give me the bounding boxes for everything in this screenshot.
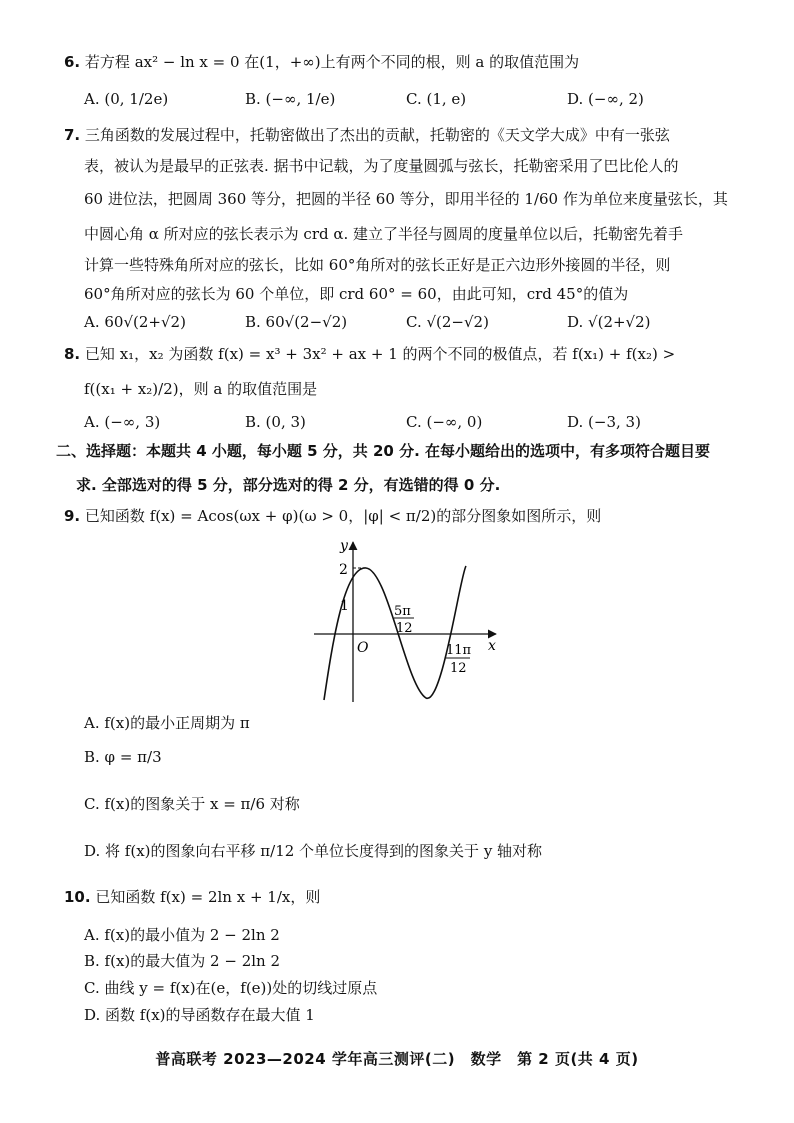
question-7-line-5: 计算一些特殊角所对应的弦长，比如 60°角所对的弦长正好是正六边形外接圆的半径，则 bbox=[84, 256, 671, 274]
question-8-options bbox=[84, 413, 754, 431]
option-a: A. 60√(2+√2) bbox=[84, 313, 186, 331]
question-10-option-d: D. 函数 f(x)的导函数存在最大值 1 bbox=[84, 1006, 315, 1024]
option-c: C. (1, e) bbox=[406, 90, 467, 108]
page-footer: 普高联考 2023—2024 学年高三测评(二) 数学 第 2 页(共 4 页) bbox=[155, 1050, 639, 1068]
question-number: 8. bbox=[64, 345, 81, 363]
x-tick-11pi-12-den: 12 bbox=[450, 661, 467, 676]
question-7-line-2: 表，被认为是最早的正弦表. 据书中记载，为了度量圆弧与弦长，托勒密采用了巴比伦人的 bbox=[84, 157, 679, 175]
section-2-line-1: 二、选择题：本题共 4 小题，每小题 5 分，共 20 分. 在每小题给出的选项中，有多项符合题目要 bbox=[56, 442, 711, 460]
x-tick-11pi-12-num: 11π bbox=[446, 643, 472, 658]
function-graph bbox=[310, 536, 510, 706]
question-10-option-a: A. f(x)的最小值为 2 − 2ln 2 bbox=[84, 926, 280, 944]
question-8-line-1 bbox=[64, 343, 754, 365]
question-10-option-b: B. f(x)的最大值为 2 − 2ln 2 bbox=[84, 952, 281, 970]
option-c: C. √(2−√2) bbox=[406, 313, 489, 331]
section-2-line-2: 求. 全部选对的得 5 分，部分选对的得 2 分，有选错的得 0 分. bbox=[76, 476, 501, 494]
question-stem: 已知函数 f(x) = 2ln x + 1/x，则 bbox=[95, 888, 321, 906]
question-number: 7. bbox=[64, 126, 81, 144]
question-number: 9. bbox=[64, 507, 81, 525]
question-9 bbox=[64, 505, 754, 527]
option-d: D. (−∞, 2) bbox=[567, 90, 644, 108]
x-tick-5pi-12-den: 12 bbox=[396, 621, 413, 636]
option-b: B. (−∞, 1/e) bbox=[245, 90, 336, 108]
option-b: B. 60√(2−√2) bbox=[245, 313, 348, 331]
cosine-curve bbox=[324, 566, 466, 700]
y-axis-label: y bbox=[340, 538, 348, 554]
question-7-line-6: 60°角所对应的弦长为 60 个单位，即 crd 60° = 60，由此可知，crd 45°的值为 bbox=[84, 285, 629, 303]
y-tick-1: 1 bbox=[340, 598, 349, 614]
option-c: C. (−∞, 0) bbox=[406, 413, 483, 431]
question-7-line-4: 中圆心角 α 所对应的弦长表示为 crd α. 建立了半径与圆周的度量单位以后，托勒密先着手 bbox=[84, 225, 684, 243]
question-10-option-c: C. 曲线 y = f(x)在(e，f(e))处的切线过原点 bbox=[84, 979, 378, 997]
question-8-line-2: f((x₁ + x₂)/2)，则 a 的取值范围是 bbox=[84, 380, 318, 398]
option-a: A. (0, 1/2e) bbox=[84, 90, 169, 108]
question-6 bbox=[64, 51, 754, 73]
question-9-option-d: D. 将 f(x)的图象向右平移 π/12 个单位长度得到的图象关于 y 轴对称 bbox=[84, 842, 543, 860]
section-2-instructions bbox=[56, 434, 754, 502]
y-tick-2: 2 bbox=[339, 562, 348, 578]
option-d: D. (−3, 3) bbox=[567, 413, 641, 431]
question-text: 已知 x₁，x₂ 为函数 f(x) = x³ + 3x² + ax + 1 的两个不同的极值点，若 f(x₁) + f(x₂) > bbox=[84, 345, 676, 363]
option-d: D. √(2+√2) bbox=[567, 313, 651, 331]
question-7-line-1 bbox=[64, 124, 754, 146]
question-10 bbox=[64, 886, 754, 908]
option-b: B. (0, 3) bbox=[245, 413, 306, 431]
question-text: 三角函数的发展过程中，托勒密做出了杰出的贡献，托勒密的《天文学大成》中有一张弦 bbox=[84, 126, 670, 144]
question-stem: 若方程 ax² − ln x = 0 在(1，+∞)上有两个不同的根，则 a 的取值范围为 bbox=[84, 53, 580, 71]
option-a: A. (−∞, 3) bbox=[84, 413, 161, 431]
question-6-options bbox=[84, 90, 754, 108]
question-7-line-3: 60 进位法，把圆周 360 等分，把圆的半径 60 等分，即用半径的 1/60 作为单位来度量弦长，其 bbox=[84, 190, 728, 208]
question-9-option-a: A. f(x)的最小正周期为 π bbox=[84, 714, 250, 732]
question-9-option-c: C. f(x)的图象关于 x = π/6 对称 bbox=[84, 795, 300, 813]
question-7-options bbox=[84, 313, 754, 331]
question-number: 6. bbox=[64, 53, 81, 71]
x-tick-5pi-12-num: 5π bbox=[394, 604, 411, 619]
question-9-option-b: B. φ = π/3 bbox=[84, 748, 162, 766]
question-stem: 已知函数 f(x) = Acos(ωx + φ)(ω > 0，|φ| < π/2)的部分图象如图所示，则 bbox=[84, 507, 602, 525]
question-number: 10. bbox=[64, 888, 91, 906]
origin-label: O bbox=[357, 640, 369, 656]
x-axis-label: x bbox=[488, 638, 496, 654]
